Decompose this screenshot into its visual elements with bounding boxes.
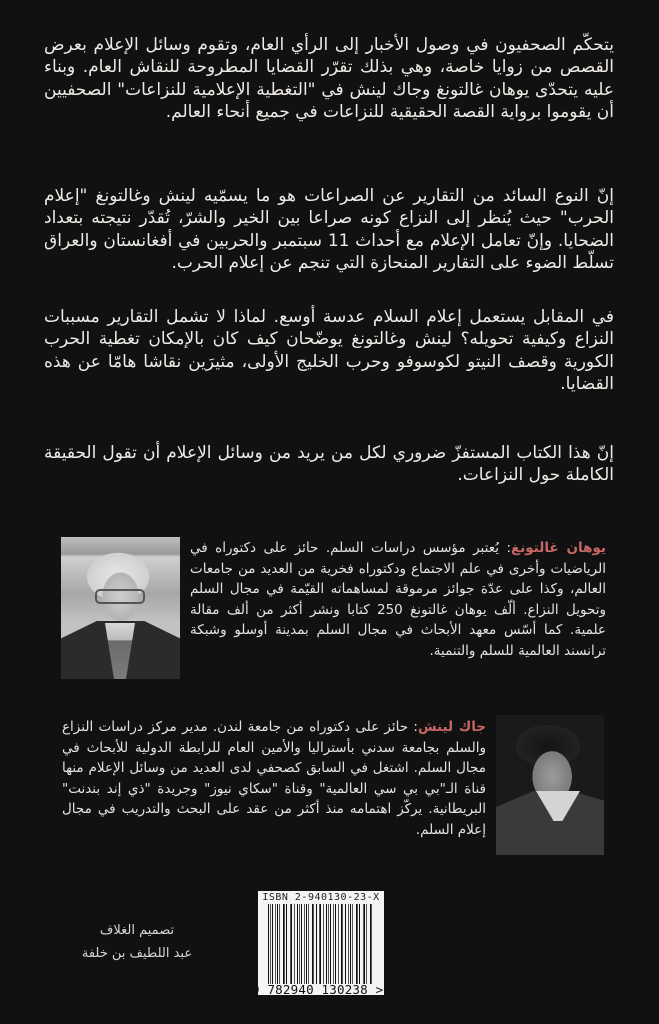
barcode-bar xyxy=(366,904,367,984)
isbn-barcode xyxy=(252,891,384,997)
bio-text-galtung: يُعتبر مؤسس دراسات السلم. حائز على دكتوراه في الرياضيات وأخرى في علم الاجتماع ودكتوراه فخرية من العديد من جامعات العالم، وكذا على عدّة جوائز مرموقة لمساهماته القيّمة في مجال السلم وتحويل النزاع. ألّف يوهان غالتونغ 250 كتابا ونشر أكثر من ألف مقالة علمية. كما أسّس معهد الأبحاث في مجال السلم بمدينة أوسلو وشبكة ترانسند العالمية للسلم والتنمية. xyxy=(190,540,606,659)
barcode-bar xyxy=(371,904,372,984)
author-photo-galtung xyxy=(61,537,180,679)
barcode-bar xyxy=(319,904,320,984)
author-name-galtung: يوهان غالتونغ xyxy=(511,540,606,556)
isbn-label: ISBN 2-940130-23-X xyxy=(262,892,380,903)
barcode-bar xyxy=(304,904,305,984)
blurb-paragraph-2: إنّ النوع السائد من التقارير عن الصراعات هو ما يسمّيه لينش وغالتونغ "إعلام الحرب" حيث يُنظر إلى النزاع كونه صراعا بين الخير والشرّ، تُقدّر نتيجته بتعداد الضحايا. وإنّ تعامل الإعلام مع أحداث 11 سبتمبر والحربين في أفغانستان والعراق تسلّط الضوء على التقارير المنحازة التي تنجم عن إعلام الحرب. xyxy=(44,186,614,274)
author-bio-galtung xyxy=(190,538,606,662)
barcode-bar xyxy=(335,904,336,984)
barcode-bar xyxy=(279,904,280,984)
barcode-bar xyxy=(268,904,269,984)
barcode-bar xyxy=(283,904,284,984)
barcode-bar xyxy=(345,904,346,984)
blurb-paragraph-3: في المقابل يستعمل إعلام السلام عدسة أوسع. لماذا لا تشمل التقارير مسببات النزاع وكيفية تحويله؟ لينش وغالتونغ يوضّحان كيف كان بالإمكان تغطية الحرب الكورية وقصف النيتو لكوسوفو وحرب الخليج الأولى، مثيرَين نقاشا هامّا عن هذه القضايا. xyxy=(44,307,614,395)
blurb-paragraph-1: يتحكّم الصحفيون في وصول الأخبار إلى الرأي العام، وتقوم وسائل الإعلام بعرض القصص من زوايا خاصة، وهي بذلك تقرّر القضايا المطروحة للنقاش العام. وبناء عليه يتحدّى يوهان غالتونغ وجاك لينش في "التغطية الإعلامية للنزاعات" الصحفيين أن يقوموا برواية القصة الحقيقية للنزاعات في جميع أنحاء العالم. xyxy=(44,35,614,123)
barcode-bar xyxy=(333,904,334,984)
bio-separator: : xyxy=(408,719,418,735)
ean-digits: 9 782940 130238 > xyxy=(252,982,384,997)
cover-design-label: تصميم الغلاف xyxy=(99,923,175,938)
barcode-bar xyxy=(328,904,329,984)
bio-separator: : xyxy=(498,540,511,556)
barcode-bar xyxy=(312,904,313,984)
bio-text-lynch: حائز على دكتوراه من جامعة لندن. مدير مركز دراسات النزاع والسلم بجامعة سدني بأستراليا والأمين العام للرابطة الدولية للأبحاث في مجال السلم. اشتغل في السابق كصحفي لدى العديد من وسائل الإعلام منها قناة الـ"بي بي سي العالمية" وقناة "سكاي نيوز" وجريدة "ذي إند بندنت" البريطانية. يركّز اهتمامه منذ أكثر من عقد على البحث والتدريب في مجال إعلام السلم. xyxy=(62,719,486,838)
barcode-bar xyxy=(275,904,276,984)
barcode-bar xyxy=(294,904,295,984)
author-name-lynch: جاك لينش xyxy=(417,719,487,735)
blurb-paragraph-4: إنّ هذا الكتاب المستفزّ ضروري لكل من يريد من وسائل الإعلام أن تقول الحقيقة الكاملة حول النزاعات. xyxy=(44,443,614,486)
barcode-bar xyxy=(352,904,353,984)
barcode-bar xyxy=(348,904,349,984)
cover-designer-name: عبد اللطيف بن خلفة xyxy=(81,946,193,961)
barcode-bar xyxy=(291,904,292,984)
author-photo-lynch xyxy=(496,715,604,855)
barcode-bar xyxy=(320,904,321,984)
barcode-bars xyxy=(268,904,374,984)
barcode-bar xyxy=(301,904,302,984)
barcode-bar xyxy=(359,904,360,984)
photo-glasses-shape xyxy=(95,589,145,604)
author-bio-lynch xyxy=(62,717,486,841)
